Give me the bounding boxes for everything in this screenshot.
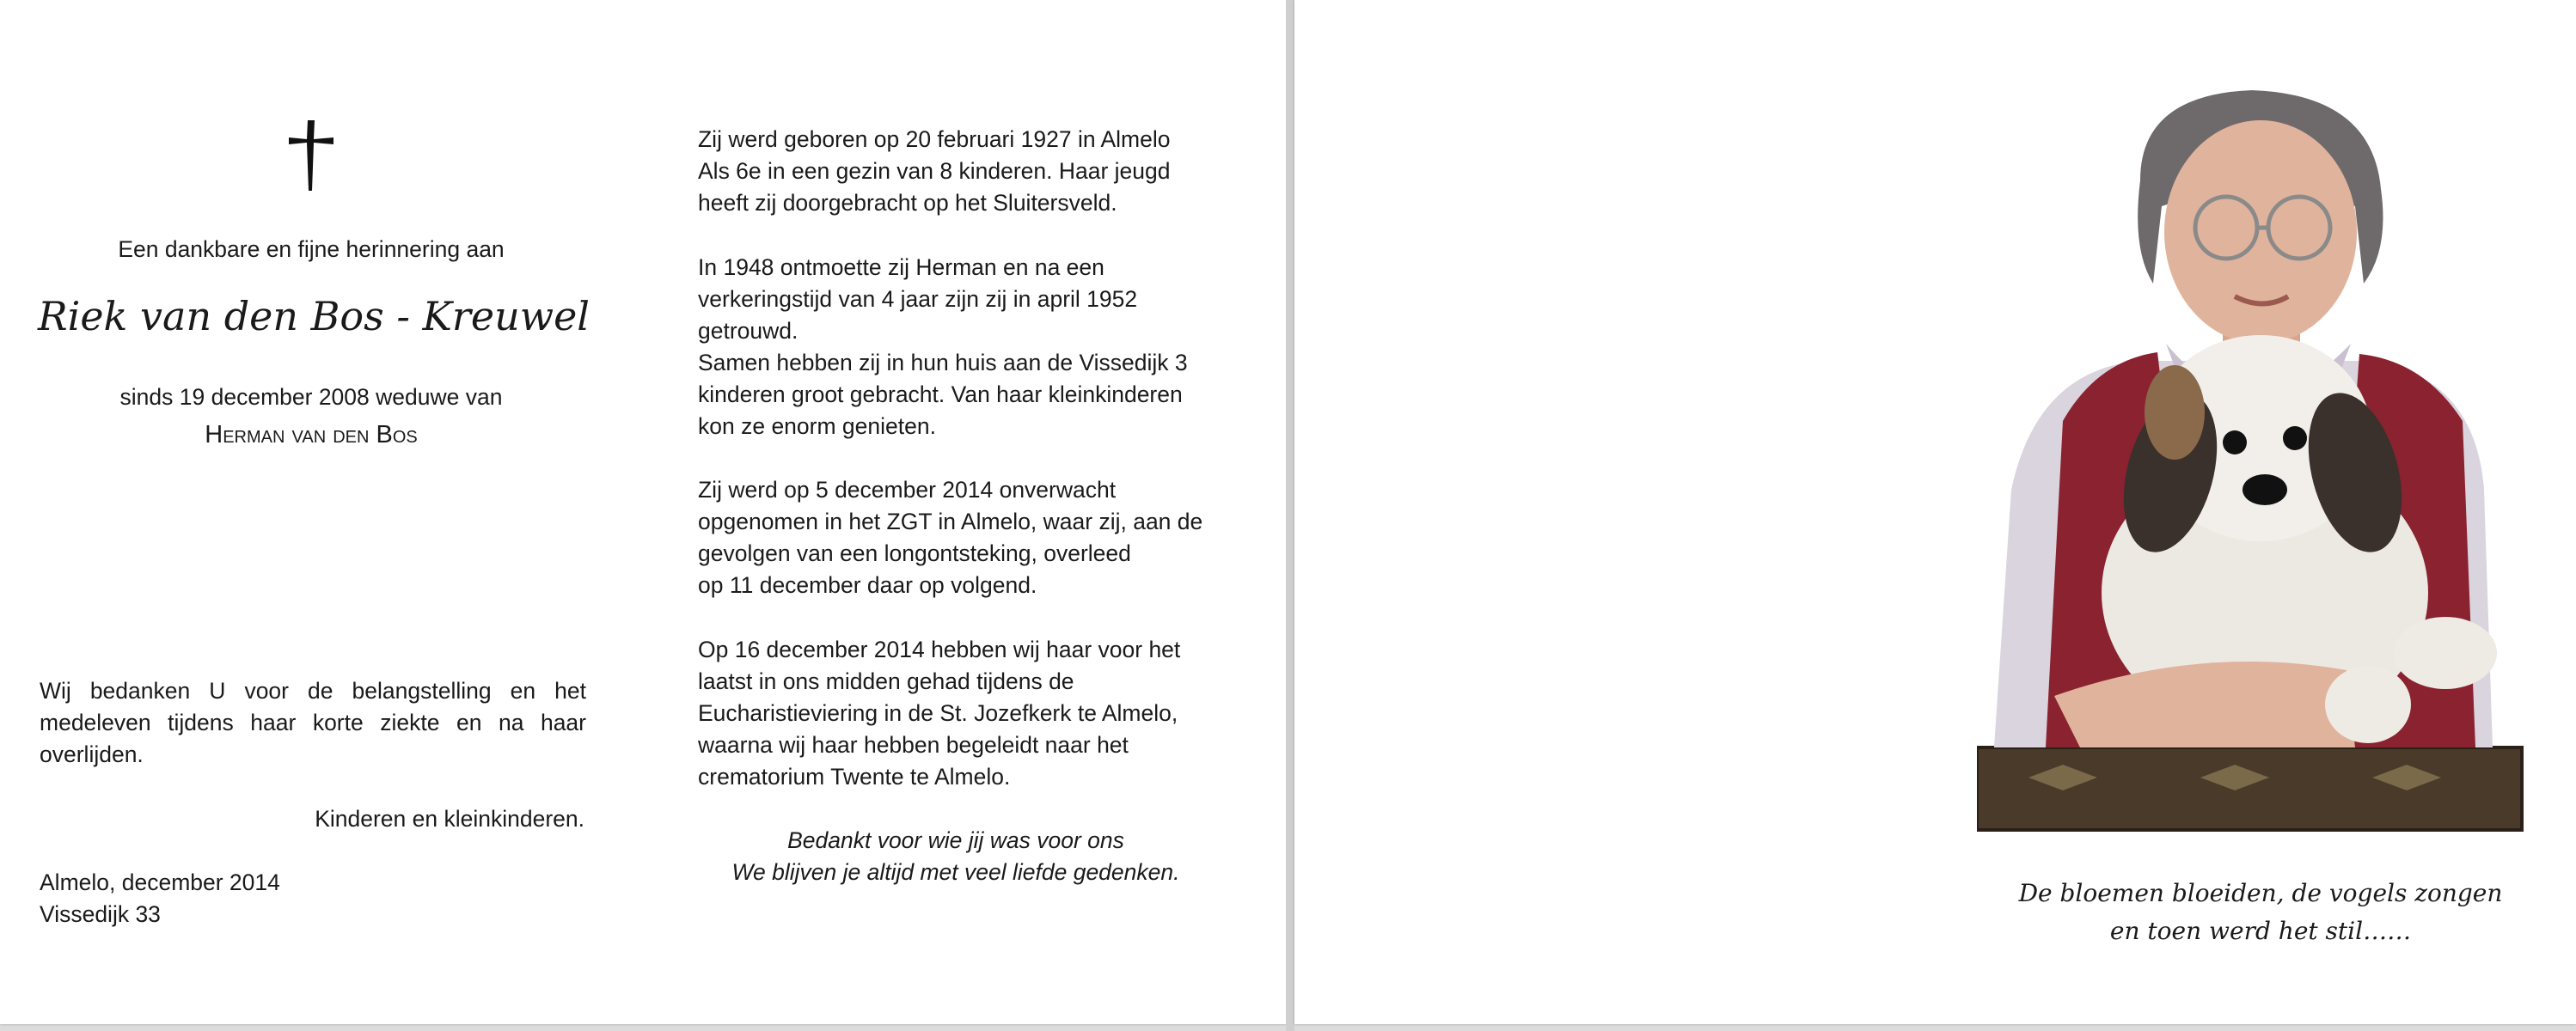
biography-paragraph-birth [698,124,1248,219]
bio-line: heeft zij doorgebracht op het Sluitersveld. [698,190,1117,216]
address-line: Vissedijk 33 [40,901,161,927]
bio-line: crematorium Twente te Almelo. [698,764,1011,790]
bio-line: opgenomen in het ZGT in Almelo, waar zij, aan de [698,509,1203,534]
verse-line: en toen werd het stil…… [2109,917,2412,945]
bio-line: kon ze enorm genieten. [698,413,936,439]
portrait-photo [1977,86,2544,842]
bio-line: getrouwd. [698,318,798,344]
closing-verse [1977,875,2544,950]
thanks-paragraph [40,675,586,771]
deceased-name: Riek van den Bos - Kreuwel [37,293,590,339]
bio-line: Op 16 december 2014 hebben wij haar voor het [698,637,1181,662]
bio-line: kinderen groot gebracht. Van haar kleinkinderen [698,381,1183,407]
thanks-line: overlijden. [40,741,144,767]
place-date-line: Almelo, december 2014 [40,869,280,895]
card-fold [1286,0,1294,1031]
biography-paragraph-farewell [698,634,1248,793]
quote-line: We blijven je altijd met veel liefde gedenken. [731,859,1180,885]
biography-paragraph-marriage [698,252,1248,442]
thanks-signature: Kinderen en kleinkinderen. [315,806,584,832]
quote-line: Bedankt voor wie jij was voor ons [787,827,1124,853]
thank-you-quote [698,825,1214,888]
memorial-intro: Een dankbare en fijne herinnering aan [118,236,505,262]
thanks-line: medeleven tijdens haar korte ziekte en na haar [40,710,586,735]
husband-name: Herman van den Bos [205,421,418,448]
bio-line: Zij werd op 5 december 2014 onverwacht [698,477,1117,503]
verse-line: De bloemen bloeiden, de vogels zongen [2018,879,2503,907]
bio-line: gevolgen van een longontsteking, overleed [698,540,1131,566]
bio-line: In 1948 ontmoette zij Herman en na een [698,254,1104,280]
memorial-card-left-panel [0,0,1286,1024]
bio-line: Eucharistieviering in de St. Jozefkerk te Almelo, [698,700,1178,726]
thanks-line: Wij bedanken U voor de belangstelling en het [40,678,586,704]
bio-line: laatst in ons midden gehad tijdens de [698,668,1074,694]
bio-line: Als 6e in een gezin van 8 kinderen. Haar jeugd [698,158,1171,184]
place-and-date [40,867,469,930]
bio-line: Zij werd geboren op 20 februari 1927 in Almelo [698,126,1171,152]
bio-line: verkeringstijd van 4 jaar zijn zij in april 1952 [698,286,1138,312]
widow-since-line: sinds 19 december 2008 weduwe van [119,384,503,410]
bio-line: op 11 december daar op volgend. [698,572,1037,598]
bio-line: Samen hebben zij in hun huis aan de Vissedijk 3 [698,350,1188,375]
bio-line: waarna wij haar hebben begeleidt naar het [698,732,1129,758]
cross-icon [287,119,335,192]
biography-paragraph-illness [698,474,1248,601]
